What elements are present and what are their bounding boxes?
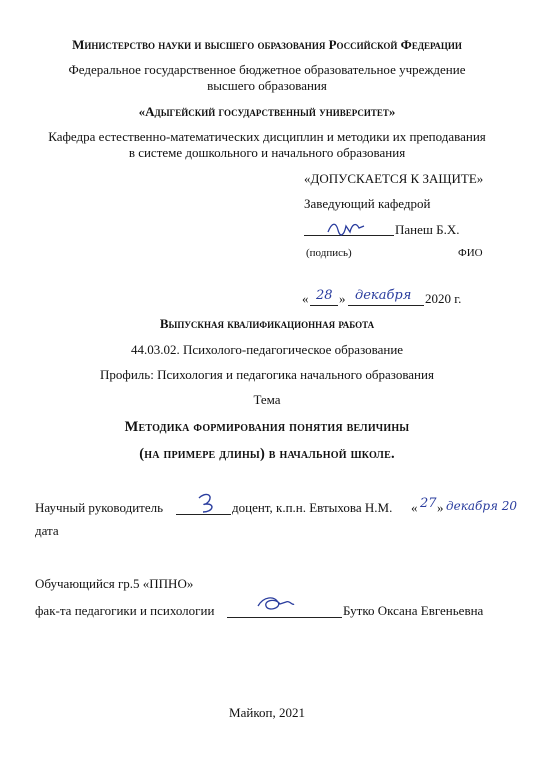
title-line-2: (на примере длины) в начальной школе.	[139, 446, 395, 462]
approval-date-open-quote: «	[302, 291, 309, 306]
profile: Профиль: Психология и педагогика начального образования	[100, 367, 434, 382]
head-signature	[326, 218, 366, 238]
date-caption: дата	[35, 523, 59, 538]
supervisor-date-open-quote: «	[411, 500, 418, 515]
student-faculty: фак-та педагогики и психологии	[35, 603, 215, 618]
supervisor-date-close-quote: »	[437, 500, 444, 515]
institution-line-2: высшего образования	[207, 78, 327, 93]
city-year: Майкоп, 2021	[229, 705, 305, 720]
supervisor-label: Научный руководитель	[35, 500, 164, 515]
approval-month-line	[348, 305, 424, 306]
approval-date-close-quote: »	[339, 291, 346, 306]
supervisor-date-handwritten: декабря 20	[446, 499, 518, 513]
ministry-heading: Министерство науки и высшего образования Российской Федерации	[72, 37, 462, 52]
student-name: Бутко Оксана Евгеньевна	[343, 603, 484, 618]
department-line-2: в системе дошкольного и начального образования	[128, 145, 406, 160]
approval-year: 2020 г.	[425, 291, 462, 306]
approval-day: 28	[316, 288, 333, 303]
student-signature	[256, 594, 296, 618]
supervisor-day: 27	[420, 496, 437, 511]
supervisor-details: доцент, к.п.н. Евтыхова Н.М.	[232, 500, 393, 515]
name-caption: ФИО	[458, 247, 483, 259]
department-line-1: Кафедра естественно-математических дисциплин и методики их преподавания	[48, 129, 486, 144]
program-code: 44.03.02. Психолого-педагогическое образование	[130, 342, 404, 357]
university-name: «Адыгейский государственный университет»	[138, 104, 396, 119]
signature-caption: (подпись)	[306, 247, 352, 259]
topic-label: Тема	[253, 392, 281, 407]
approval-month: декабря	[355, 288, 412, 303]
work-type: Выпускная квалификационная работа	[159, 316, 375, 331]
head-role: Заведующий кафедрой	[304, 196, 431, 211]
student-label: Обучающийся гр.5 «ППНО»	[35, 576, 194, 591]
title-line-1: Методика формирования понятия величины	[124, 419, 410, 435]
head-name: Панеш Б.Х.	[395, 222, 460, 237]
approval-title: «ДОПУСКАЕТСЯ К ЗАЩИТЕ»	[304, 171, 484, 186]
supervisor-signature	[195, 492, 219, 514]
approval-day-line	[310, 305, 338, 306]
institution-line-1: Федеральное государственное бюджетное образовательное учреждение	[68, 62, 466, 77]
supervisor-signature-line	[176, 514, 231, 515]
